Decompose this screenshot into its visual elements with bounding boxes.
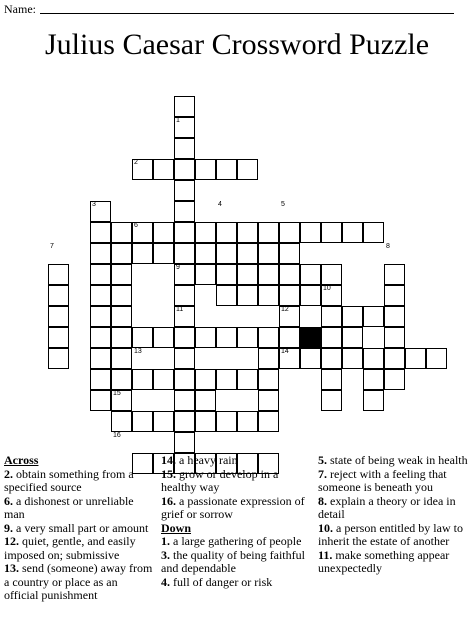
clue-item: [318, 522, 472, 549]
grid-cell[interactable]: [321, 264, 342, 285]
grid-cell[interactable]: [195, 327, 216, 348]
grid-cell[interactable]: [216, 264, 237, 285]
down-clue-list-continued: [318, 454, 472, 576]
grid-cell[interactable]: [174, 96, 195, 117]
clue-item: [318, 468, 472, 495]
clue-number: 9.: [4, 520, 13, 535]
grid-cell[interactable]: [132, 243, 153, 264]
grid-cell[interactable]: [258, 369, 279, 390]
grid-cell[interactable]: [384, 369, 405, 390]
grid-cell[interactable]: [321, 306, 342, 327]
clue-number-label: 11: [176, 306, 184, 313]
grid-cell[interactable]: [111, 285, 132, 306]
grid-cell[interactable]: [279, 327, 300, 348]
grid-cell[interactable]: [384, 285, 405, 306]
grid-cell[interactable]: [90, 327, 111, 348]
grid-cell[interactable]: [237, 327, 258, 348]
clue-number: 6.: [4, 493, 13, 508]
grid-cell[interactable]: [363, 222, 384, 243]
clue-text: full of danger or risk: [173, 574, 273, 589]
clue-number-label: 7: [50, 243, 54, 250]
grid-cell[interactable]: [279, 243, 300, 264]
grid-cell[interactable]: [300, 285, 321, 306]
clues-column-3: [318, 454, 472, 576]
clues-column-1: [4, 454, 154, 603]
across-clue-list-continued: [161, 454, 311, 522]
grid-cell[interactable]: [237, 285, 258, 306]
grid-cell[interactable]: [111, 348, 132, 369]
grid-cell[interactable]: [195, 159, 216, 180]
grid-cell[interactable]: [300, 264, 321, 285]
grid-cell[interactable]: [90, 285, 111, 306]
grid-cell[interactable]: [258, 390, 279, 411]
grid-cell[interactable]: [48, 327, 69, 348]
grid-cell[interactable]: [258, 285, 279, 306]
grid-cell[interactable]: [300, 222, 321, 243]
grid-cell[interactable]: [342, 222, 363, 243]
grid-cell[interactable]: [174, 243, 195, 264]
grid-cell[interactable]: [258, 222, 279, 243]
grid-cell[interactable]: [132, 327, 153, 348]
grid-cell[interactable]: [258, 411, 279, 432]
clue-item: [161, 468, 311, 495]
grid-cell[interactable]: [174, 390, 195, 411]
clue-number: 1.: [161, 534, 170, 548]
clue-text: quiet, gentle, and easily imposed on; submissive: [4, 534, 136, 562]
grid-cell[interactable]: [111, 264, 132, 285]
grid-cell[interactable]: [321, 369, 342, 390]
clue-text: explain a theory or idea in detail: [318, 493, 456, 521]
clue-item: [161, 576, 311, 590]
clue-item: [4, 468, 154, 495]
grid-cell[interactable]: [279, 264, 300, 285]
grid-cell[interactable]: [48, 306, 69, 327]
clue-number: 16.: [161, 493, 176, 508]
clue-text: a person entitled by law to inherit the estate of another: [318, 520, 463, 548]
grid-cell[interactable]: [321, 327, 342, 348]
clue-number-label: 12: [281, 306, 289, 313]
blocked-cell: [300, 327, 321, 348]
grid-cell[interactable]: [174, 432, 195, 453]
clue-number: 12.: [4, 534, 19, 548]
grid-cell[interactable]: [279, 285, 300, 306]
clue-item: [161, 495, 311, 522]
grid-cell[interactable]: [195, 264, 216, 285]
clue-number-label: 16: [113, 432, 121, 439]
grid-cell[interactable]: [321, 390, 342, 411]
grid-cell[interactable]: [174, 201, 195, 222]
clue-item: [161, 549, 311, 576]
grid-cell[interactable]: [237, 222, 258, 243]
grid-cell[interactable]: [258, 348, 279, 369]
clues-column-2: [161, 454, 311, 589]
grid-cell[interactable]: [384, 348, 405, 369]
grid-cell[interactable]: [111, 327, 132, 348]
clue-number: 2.: [4, 466, 13, 481]
grid-cell[interactable]: [48, 348, 69, 369]
grid-cell[interactable]: [174, 180, 195, 201]
clue-number-label: 8: [386, 243, 390, 250]
grid-cell[interactable]: [174, 369, 195, 390]
grid-cell[interactable]: [342, 306, 363, 327]
clue-item: [318, 549, 472, 576]
grid-cell[interactable]: [237, 243, 258, 264]
clue-number: 8.: [318, 493, 327, 508]
clue-item: [318, 454, 472, 468]
clue-text: grow or develop in a healthy way: [161, 466, 279, 494]
grid-cell[interactable]: [153, 327, 174, 348]
clue-number: 14.: [161, 453, 176, 467]
name-label: Name:: [4, 2, 36, 16]
grid-cell[interactable]: [174, 285, 195, 306]
grid-cell[interactable]: [426, 348, 447, 369]
grid-cell[interactable]: [237, 369, 258, 390]
clue-number: 3.: [161, 547, 170, 562]
grid-cell[interactable]: [174, 222, 195, 243]
grid-cell[interactable]: [258, 327, 279, 348]
clue-number-label: 6: [134, 222, 138, 229]
clue-text: the quality of being faithful and dependable: [161, 547, 305, 575]
clue-text: reject with a feeling that someone is beneath you: [318, 466, 447, 494]
grid-cell[interactable]: [384, 327, 405, 348]
grid-cell[interactable]: [153, 243, 174, 264]
grid-cell[interactable]: [195, 390, 216, 411]
grid-cell[interactable]: [384, 306, 405, 327]
grid-cell[interactable]: [195, 243, 216, 264]
grid-cell[interactable]: [153, 159, 174, 180]
grid-cell[interactable]: [321, 348, 342, 369]
grid-cell[interactable]: [174, 411, 195, 432]
across-clue-list: [4, 468, 154, 603]
grid-cell[interactable]: [258, 243, 279, 264]
grid-cell[interactable]: [132, 411, 153, 432]
clue-item: [4, 562, 154, 603]
grid-cell[interactable]: [111, 369, 132, 390]
grid-cell[interactable]: [237, 159, 258, 180]
clue-text: state of being weak in health: [330, 453, 468, 467]
clue-number-label: 13: [134, 348, 142, 355]
clue-number-label: 3: [92, 201, 96, 208]
grid-cell[interactable]: [111, 306, 132, 327]
grid-cell[interactable]: [321, 222, 342, 243]
grid-cell[interactable]: [90, 243, 111, 264]
grid-cell[interactable]: [216, 159, 237, 180]
clue-number-label: 5: [281, 201, 285, 208]
grid-cell[interactable]: [90, 306, 111, 327]
grid-cell[interactable]: [90, 264, 111, 285]
clue-number: 11.: [318, 547, 333, 562]
down-heading: Down: [161, 520, 192, 535]
grid-cell[interactable]: [174, 327, 195, 348]
grid-cell[interactable]: [363, 390, 384, 411]
grid-cell[interactable]: [132, 369, 153, 390]
grid-cell[interactable]: [300, 348, 321, 369]
clue-text: a very small part or amount: [16, 520, 149, 535]
grid-cell[interactable]: [111, 411, 132, 432]
clue-number-label: 1: [176, 117, 180, 124]
grid-cell[interactable]: [90, 222, 111, 243]
grid-cell[interactable]: [111, 222, 132, 243]
clue-item: [161, 535, 311, 549]
clue-text: a large gathering of people: [173, 534, 302, 548]
grid-cell[interactable]: [279, 222, 300, 243]
clue-number-label: 14: [281, 348, 289, 355]
clue-item: [318, 495, 472, 522]
clue-item: [4, 495, 154, 522]
clue-text: a heavy rain: [179, 453, 238, 467]
clue-number: 10.: [318, 520, 333, 535]
across-heading: Across: [4, 453, 39, 467]
grid-cell[interactable]: [216, 327, 237, 348]
grid-cell[interactable]: [174, 159, 195, 180]
grid-cell[interactable]: [48, 264, 69, 285]
clue-text: a dishonest or unreliable man: [4, 493, 134, 521]
grid-cell[interactable]: [90, 369, 111, 390]
grid-cell[interactable]: [216, 243, 237, 264]
clue-number: 7.: [318, 466, 327, 481]
grid-cell[interactable]: [90, 348, 111, 369]
grid-cell[interactable]: [90, 390, 111, 411]
clue-number: 13.: [4, 561, 19, 575]
grid-cell[interactable]: [405, 348, 426, 369]
clue-text: a passionate expression of grief or sorrow: [161, 493, 305, 521]
clue-text: send (someone) away from a country or place as an official punishment: [4, 561, 153, 602]
grid-cell[interactable]: [258, 264, 279, 285]
grid-cell[interactable]: [195, 369, 216, 390]
grid-cell[interactable]: [216, 411, 237, 432]
down-clue-list: [161, 535, 311, 589]
grid-cell[interactable]: [153, 411, 174, 432]
grid-cell[interactable]: [174, 138, 195, 159]
grid-cell[interactable]: [363, 369, 384, 390]
clue-text: obtain something from a specified source: [4, 466, 134, 494]
clue-item: [4, 535, 154, 562]
grid-cell[interactable]: [216, 285, 237, 306]
grid-cell[interactable]: [216, 222, 237, 243]
clue-number-label: 2: [134, 159, 138, 166]
grid-cell[interactable]: [363, 306, 384, 327]
grid-cell[interactable]: [216, 369, 237, 390]
grid-cell[interactable]: [153, 369, 174, 390]
clue-number: 5.: [318, 453, 327, 467]
clue-number-label: 10: [323, 285, 331, 292]
grid-cell[interactable]: [153, 222, 174, 243]
clue-item: [161, 454, 311, 468]
clue-item: [4, 522, 154, 536]
grid-cell[interactable]: [384, 264, 405, 285]
grid-cell[interactable]: [195, 411, 216, 432]
clue-number-label: 4: [218, 201, 222, 208]
grid-cell[interactable]: [342, 327, 363, 348]
grid-cell[interactable]: [195, 222, 216, 243]
clue-number: 4.: [161, 574, 170, 589]
grid-cell[interactable]: [237, 411, 258, 432]
clue-number-label: 9: [176, 264, 180, 271]
clue-text: make something appear unexpectedly: [318, 547, 450, 575]
grid-cell[interactable]: [111, 243, 132, 264]
grid-cell[interactable]: [342, 348, 363, 369]
grid-cell[interactable]: [174, 348, 195, 369]
grid-cell[interactable]: [363, 348, 384, 369]
clue-number: 15.: [161, 466, 176, 481]
grid-cell[interactable]: [237, 264, 258, 285]
grid-cell[interactable]: [48, 285, 69, 306]
puzzle-title: Julius Caesar Crossword Puzzle: [44, 28, 430, 61]
clue-number-label: 15: [113, 390, 121, 397]
